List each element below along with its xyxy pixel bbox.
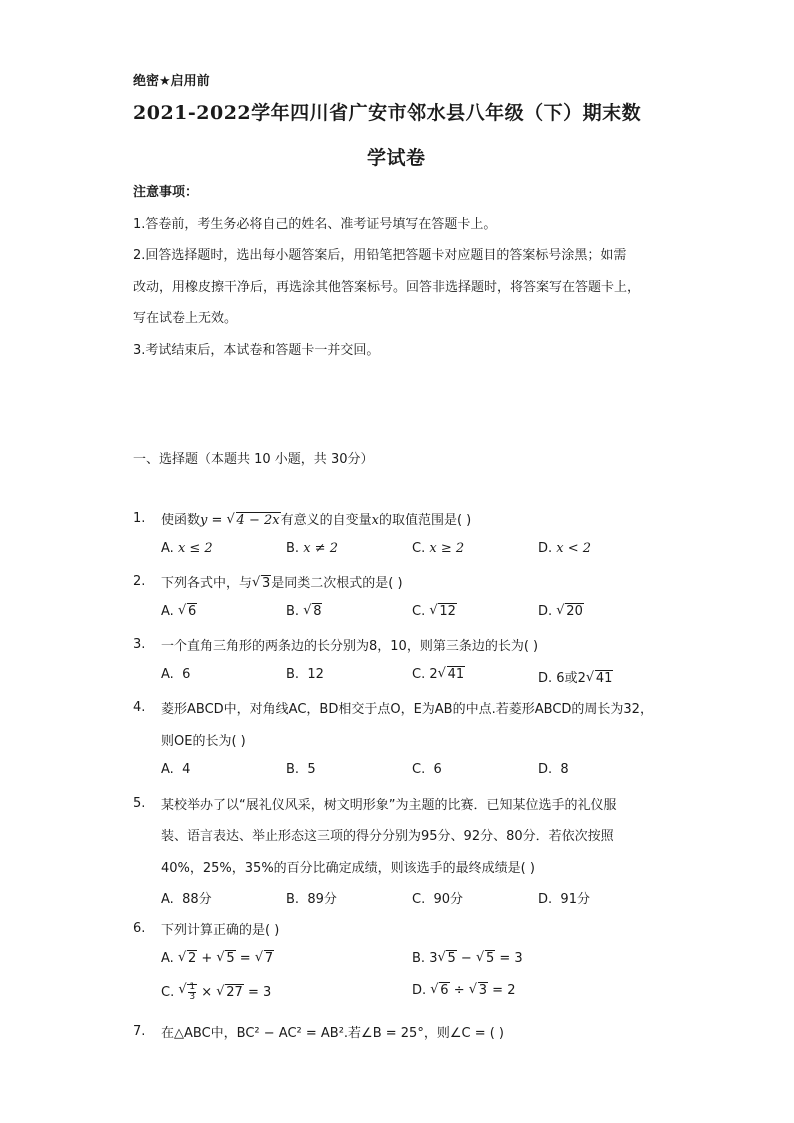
question-4-line2: 则OE的长为( )	[161, 734, 246, 749]
question-5-number: 5.	[133, 796, 146, 811]
question-1-number: 1.	[133, 511, 146, 526]
note-2-line2: 改动，用橡皮擦干净后，再选涂其他答案标号。回答非选择题时，将答案写在答题卡上，	[133, 280, 641, 295]
q2-option-a: A. √ 6	[161, 604, 197, 619]
q3-option-d: D. 6或2√ 41	[538, 667, 613, 686]
q3-option-a: A. 6	[161, 667, 191, 682]
q5-option-c: C. 90分	[412, 892, 464, 907]
note-2-line1: 2.回答选择题时，选出每小题答案后，用铅笔把答题卡对应题目的答案标号涂黑；如需	[133, 248, 627, 263]
page-title-line1: 2021-2022学年四川省广安市邻水县八年级（下）期末数	[133, 102, 642, 124]
question-7-number: 7.	[133, 1024, 146, 1039]
q4-option-b: B. 5	[286, 762, 316, 777]
note-1: 1.答卷前，考生务必将自己的姓名、准考证号填写在答题卡上。	[133, 217, 497, 232]
q2-option-d: D. √ 20	[538, 604, 584, 619]
question-4-line1: 菱形ABCD中，对角线AC，BD相交于点O，E为AB的中点.若菱形ABCD的周长为32，	[161, 702, 653, 717]
question-1-stem: 使函数y = √ 4 − 2x有意义的自变量x的取值范围是( )	[161, 509, 471, 528]
note-2-line3: 写在试卷上无效。	[133, 311, 238, 326]
q4-option-c: C. 6	[412, 762, 442, 777]
question-6-stem: 下列计算正确的是( )	[161, 923, 280, 938]
notes-heading: 注意事项：	[133, 185, 199, 200]
q5-option-a: A. 88分	[161, 892, 212, 907]
section-heading: 一、选择题（本题共 10 小题，共 30分）	[133, 452, 374, 467]
question-6-number: 6.	[133, 921, 146, 936]
q1-option-d: D. x < 2	[538, 541, 592, 556]
question-4-number: 4.	[133, 700, 146, 715]
question-2-number: 2.	[133, 574, 146, 589]
q4-option-a: A. 4	[161, 762, 191, 777]
question-3-number: 3.	[133, 637, 146, 652]
q5-option-b: B. 89分	[286, 892, 337, 907]
q1-option-b: B. x ≠ 2	[286, 541, 338, 556]
q6-option-d: D. √ 6 ÷ √ 3 = 2	[412, 983, 515, 998]
question-5-line3: 40%，25%，35%的百分比确定成绩，则该选手的最终成绩是( )	[161, 861, 535, 876]
question-5-line2: 装、语言表达、举止形态这三项的得分分别为95分、92分、80分．若依次按照	[161, 829, 614, 844]
q2-option-b: B. √ 8	[286, 604, 322, 619]
q3-option-b: B. 12	[286, 667, 324, 682]
q6-option-c: C. √ $\frac{1}{3}$ × √ 27 = 3	[161, 983, 271, 1002]
question-3-stem: 一个直角三角形的两条边的长分别为8，10，则第三条边的长为( )	[161, 639, 539, 654]
confidential-label: 绝密★启用前	[133, 74, 210, 89]
question-5-line1: 某校举办了以“展礼仪风采，树文明形象”为主题的比赛．已知某位选手的礼仪服	[161, 798, 617, 813]
q6-option-a: A. √ 2 + √ 5 = √ 7	[161, 951, 274, 966]
question-7-stem: 在△ABC中，BC² − AC² = AB².若∠B = 25°，则∠C = ( )	[161, 1026, 504, 1041]
q4-option-d: D. 8	[538, 762, 569, 777]
question-2-stem: 下列各式中，与√ 3是同类二次根式的是( )	[161, 572, 403, 591]
q5-option-d: D. 91分	[538, 892, 590, 907]
note-3: 3.考试结束后，本试卷和答题卡一并交回。	[133, 343, 380, 358]
q1-option-a: A. x ≤ 2	[161, 541, 213, 556]
q3-option-c: C. 2√ 41	[412, 667, 465, 682]
q6-option-b: B. 3√ 5 − √ 5 = 3	[412, 951, 523, 966]
page-title-line2: 学试卷	[367, 147, 426, 169]
q2-option-c: C. √ 12	[412, 604, 457, 619]
q1-option-c: C. x ≥ 2	[412, 541, 465, 556]
